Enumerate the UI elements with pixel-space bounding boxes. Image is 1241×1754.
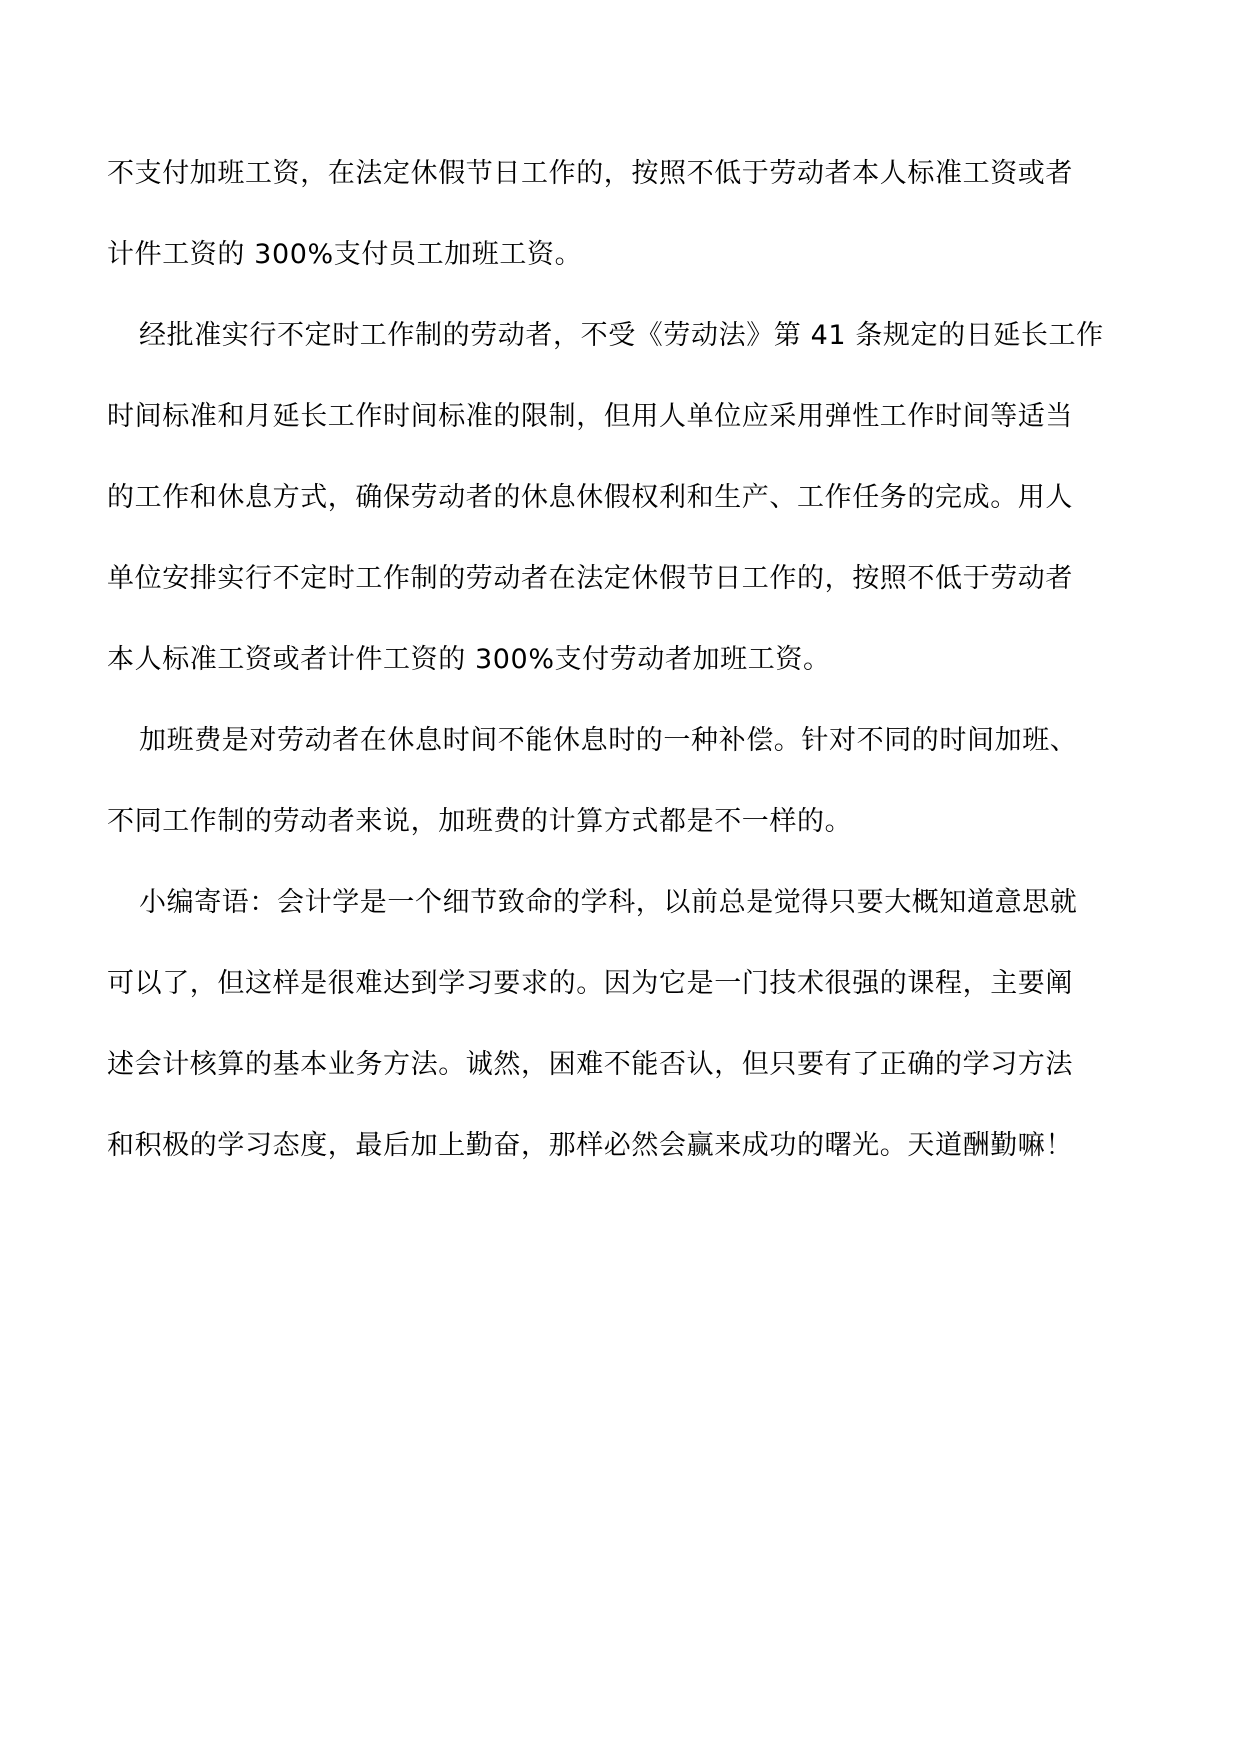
text-line: 不支付加班工资，在法定休假节日工作的，按照不低于劳动者本人标准工资或者 (107, 158, 1073, 189)
text-line: 经批准实行不定时工作制的劳动者，不受《劳动法》第 41 条规定的日延长工作 (139, 320, 1104, 351)
paragraph-overtime-compensation (107, 721, 1137, 883)
text-line: 小编寄语：会计学是一个细节致命的学科，以前总是觉得只要大概知道意思就 (139, 887, 1078, 918)
document-page (107, 154, 1137, 1207)
text-line: 计件工资的 300%支付员工加班工资。 (107, 239, 583, 270)
text-line: 和积极的学习态度，最后加上勤奋，那样必然会赢来成功的曙光。天道酬勤嘛！ (107, 1130, 1073, 1161)
text-line: 本人标准工资或者计件工资的 300%支付劳动者加班工资。 (107, 644, 831, 675)
text-line: 的工作和休息方式，确保劳动者的休息休假权利和生产、工作任务的完成。用人 (107, 482, 1073, 513)
paragraph-editor-note (107, 883, 1137, 1207)
paragraph-flexible-hours (107, 316, 1137, 721)
text-line: 不同工作制的劳动者来说，加班费的计算方式都是不一样的。 (107, 806, 853, 837)
text-line: 可以了，但这样是很难达到学习要求的。因为它是一门技术很强的课程，主要阐 (107, 968, 1073, 999)
text-line: 单位安排实行不定时工作制的劳动者在法定休假节日工作的，按照不低于劳动者 (107, 563, 1073, 594)
text-line: 时间标准和月延长工作时间标准的限制，但用人单位应采用弹性工作时间等适当 (107, 401, 1073, 432)
text-line: 加班费是对劳动者在休息时间不能休息时的一种补偿。针对不同的时间加班、 (139, 725, 1078, 756)
paragraph-overtime-holiday (107, 154, 1137, 316)
text-line: 述会计核算的基本业务方法。诚然，困难不能否认，但只要有了正确的学习方法 (107, 1049, 1073, 1080)
